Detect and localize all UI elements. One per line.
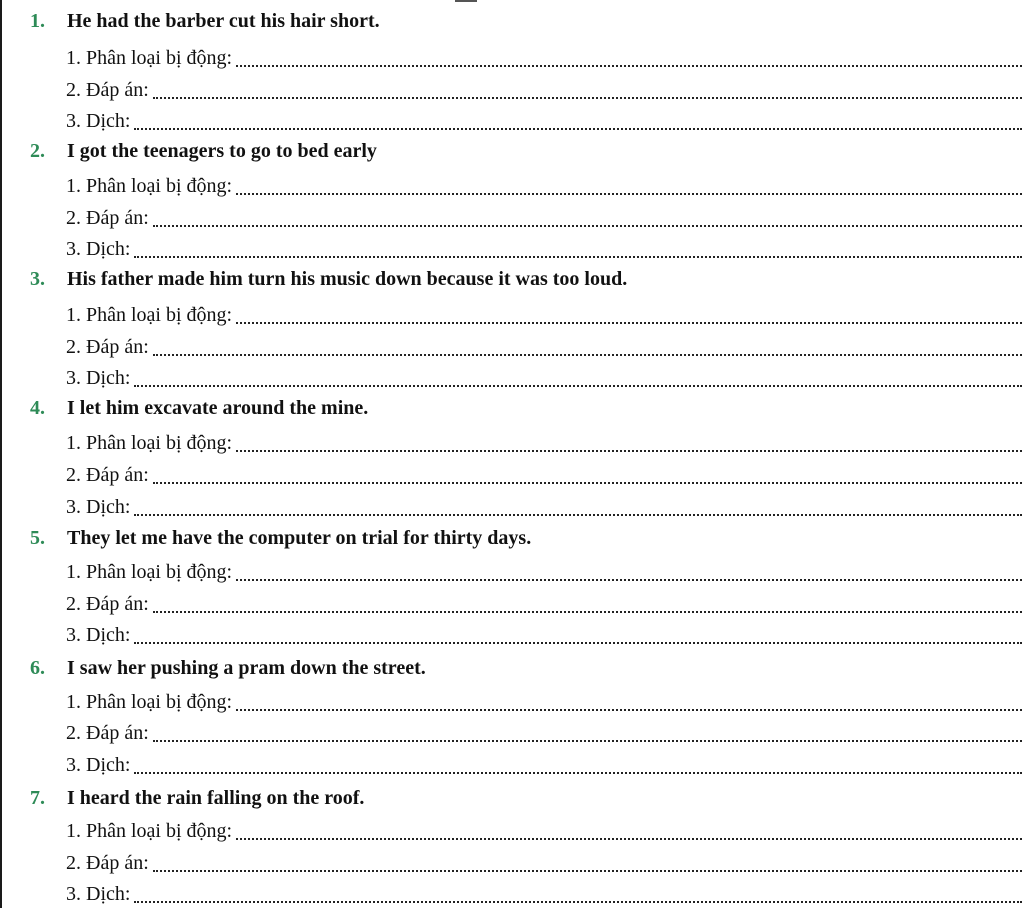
translate-line[interactable] — [66, 494, 1022, 520]
classify-line[interactable] — [66, 173, 1022, 199]
answer-label: 2. Đáp án: — [66, 335, 149, 358]
question-1 — [30, 8, 380, 34]
classify-label: 1. Phân loại bị động: — [66, 560, 233, 583]
question-2 — [30, 138, 377, 164]
answer-dotted-line[interactable] — [134, 385, 1022, 387]
answer-dotted-line[interactable] — [153, 740, 1022, 742]
answer-line[interactable] — [66, 77, 1022, 103]
translate-label: 3. Dịch: — [66, 882, 131, 905]
translate-label: 3. Dịch: — [66, 753, 131, 776]
classify-line[interactable] — [66, 302, 1022, 328]
translate-label: 3. Dịch: — [66, 109, 131, 132]
question-text: I heard the rain falling on the roof. — [67, 786, 365, 809]
translate-line[interactable] — [66, 622, 1022, 648]
translate-line[interactable] — [66, 108, 1022, 134]
answer-dotted-line[interactable] — [236, 450, 1022, 452]
translate-line[interactable] — [66, 236, 1022, 262]
answer-dotted-line[interactable] — [153, 611, 1022, 613]
answer-dotted-line[interactable] — [153, 354, 1022, 356]
question-text: He had the barber cut his hair short. — [67, 9, 380, 32]
question-number: 7. — [30, 786, 45, 809]
answer-dotted-line[interactable] — [236, 65, 1022, 67]
question-number: 1. — [30, 9, 45, 32]
answer-dotted-line[interactable] — [236, 709, 1022, 711]
translate-label: 3. Dịch: — [66, 237, 131, 260]
answer-dotted-line[interactable] — [153, 97, 1022, 99]
answer-label: 2. Đáp án: — [66, 206, 149, 229]
translate-line[interactable] — [66, 365, 1022, 391]
classify-label: 1. Phân loại bị động: — [66, 46, 233, 69]
question-6 — [30, 655, 426, 681]
classify-line[interactable] — [66, 818, 1022, 844]
classify-label: 1. Phân loại bị động: — [66, 431, 233, 454]
translate-line[interactable] — [66, 752, 1022, 778]
question-text: They let me have the computer on trial for thirty days. — [67, 526, 532, 549]
question-number: 2. — [30, 139, 45, 162]
classify-label: 1. Phân loại bị động: — [66, 819, 233, 842]
top-edge-mark — [455, 0, 477, 2]
question-number: 3. — [30, 267, 45, 290]
question-number: 6. — [30, 656, 45, 679]
answer-dotted-line[interactable] — [153, 225, 1022, 227]
answer-dotted-line[interactable] — [134, 256, 1022, 258]
classify-label: 1. Phân loại bị động: — [66, 690, 233, 713]
question-4 — [30, 395, 368, 421]
question-5 — [30, 525, 531, 551]
answer-line[interactable] — [66, 591, 1022, 617]
answer-dotted-line[interactable] — [134, 514, 1022, 516]
classify-line[interactable] — [66, 45, 1022, 71]
answer-dotted-line[interactable] — [153, 482, 1022, 484]
question-text: His father made him turn his music down because it was too loud. — [67, 267, 628, 290]
page-left-border — [0, 0, 2, 908]
translate-line[interactable] — [66, 881, 1022, 907]
answer-line[interactable] — [66, 462, 1022, 488]
question-text: I got the teenagers to go to bed early — [67, 139, 377, 162]
answer-dotted-line[interactable] — [134, 772, 1022, 774]
answer-label: 2. Đáp án: — [66, 592, 149, 615]
answer-dotted-line[interactable] — [134, 128, 1022, 130]
answer-dotted-line[interactable] — [236, 579, 1022, 581]
question-number: 4. — [30, 396, 45, 419]
question-text: I saw her pushing a pram down the street. — [67, 656, 426, 679]
question-3 — [30, 266, 627, 292]
classify-line[interactable] — [66, 559, 1022, 585]
translate-label: 3. Dịch: — [66, 495, 131, 518]
classify-line[interactable] — [66, 689, 1022, 715]
question-7 — [30, 785, 364, 811]
classify-label: 1. Phân loại bị động: — [66, 174, 233, 197]
translate-label: 3. Dịch: — [66, 366, 131, 389]
answer-label: 2. Đáp án: — [66, 463, 149, 486]
answer-line[interactable] — [66, 850, 1022, 876]
answer-label: 2. Đáp án: — [66, 851, 149, 874]
answer-dotted-line[interactable] — [134, 901, 1022, 903]
answer-label: 2. Đáp án: — [66, 721, 149, 744]
answer-line[interactable] — [66, 205, 1022, 231]
answer-line[interactable] — [66, 334, 1022, 360]
classify-line[interactable] — [66, 430, 1022, 456]
translate-label: 3. Dịch: — [66, 623, 131, 646]
answer-dotted-line[interactable] — [153, 870, 1022, 872]
answer-dotted-line[interactable] — [236, 322, 1022, 324]
answer-dotted-line[interactable] — [236, 193, 1022, 195]
answer-line[interactable] — [66, 720, 1022, 746]
answer-label: 2. Đáp án: — [66, 78, 149, 101]
question-number: 5. — [30, 526, 45, 549]
answer-dotted-line[interactable] — [134, 642, 1022, 644]
classify-label: 1. Phân loại bị động: — [66, 303, 233, 326]
question-text: I let him excavate around the mine. — [67, 396, 369, 419]
answer-dotted-line[interactable] — [236, 838, 1022, 840]
